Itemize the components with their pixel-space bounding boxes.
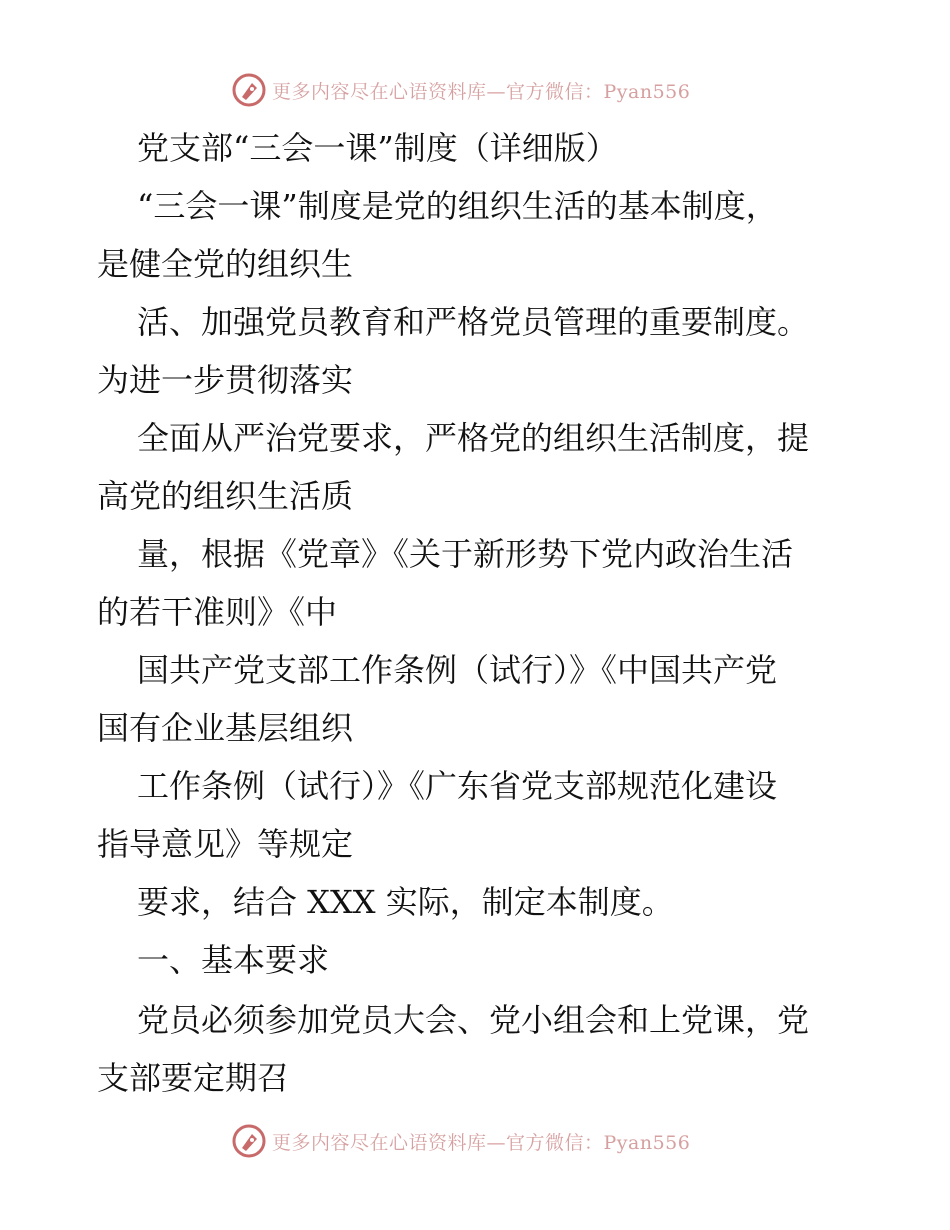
paragraph-line: 党员必须参加党员大会、党小组会和上党课，党 xyxy=(137,1001,810,1039)
paragraph-line: 全面从严治党要求，严格党的组织生活制度，提 xyxy=(137,419,810,457)
paragraph-line: 高党的组织生活质 xyxy=(97,477,354,515)
watermark-text: 更多内容尽在心语资料库—官方微信：Pyan556 xyxy=(272,80,691,103)
paragraph-line: 是健全党的组织生 xyxy=(97,245,354,283)
document-title: 党支部“三会一课”制度（详细版） xyxy=(137,129,618,167)
paragraph-line: 国共产党支部工作条例（试行）》《中国共产党 xyxy=(137,651,778,689)
paragraph-line: 活、加强党员教育和严格党员管理的重要制度。 xyxy=(137,303,810,341)
paragraph-line: 指导意见》等规定 xyxy=(97,825,354,863)
paragraph-line: 要求，结合 XXX 实际，制定本制度。 xyxy=(137,883,674,921)
paragraph-line: 为进一步贯彻落实 xyxy=(97,361,354,399)
paragraph-line: “三会一课”制度是党的组织生活的基本制度， xyxy=(137,187,778,225)
paragraph-line: 工作条例（试行）》《广东省党支部规范化建设 xyxy=(137,767,778,805)
watermark-text: 更多内容尽在心语资料库—官方微信：Pyan556 xyxy=(272,1131,691,1154)
paragraph-line: 国有企业基层组织 xyxy=(97,709,354,747)
footer-watermark xyxy=(232,1123,690,1159)
paragraph-line: 支部要定期召 xyxy=(97,1059,290,1097)
paragraph-line: 的若干准则》《中 xyxy=(97,593,338,631)
section-heading: 一、基本要求 xyxy=(137,941,330,979)
paragraph-line: 量，根据《党章》《关于新形势下党内政治生活 xyxy=(137,535,794,573)
pen-nib-logo-icon xyxy=(232,1124,266,1158)
